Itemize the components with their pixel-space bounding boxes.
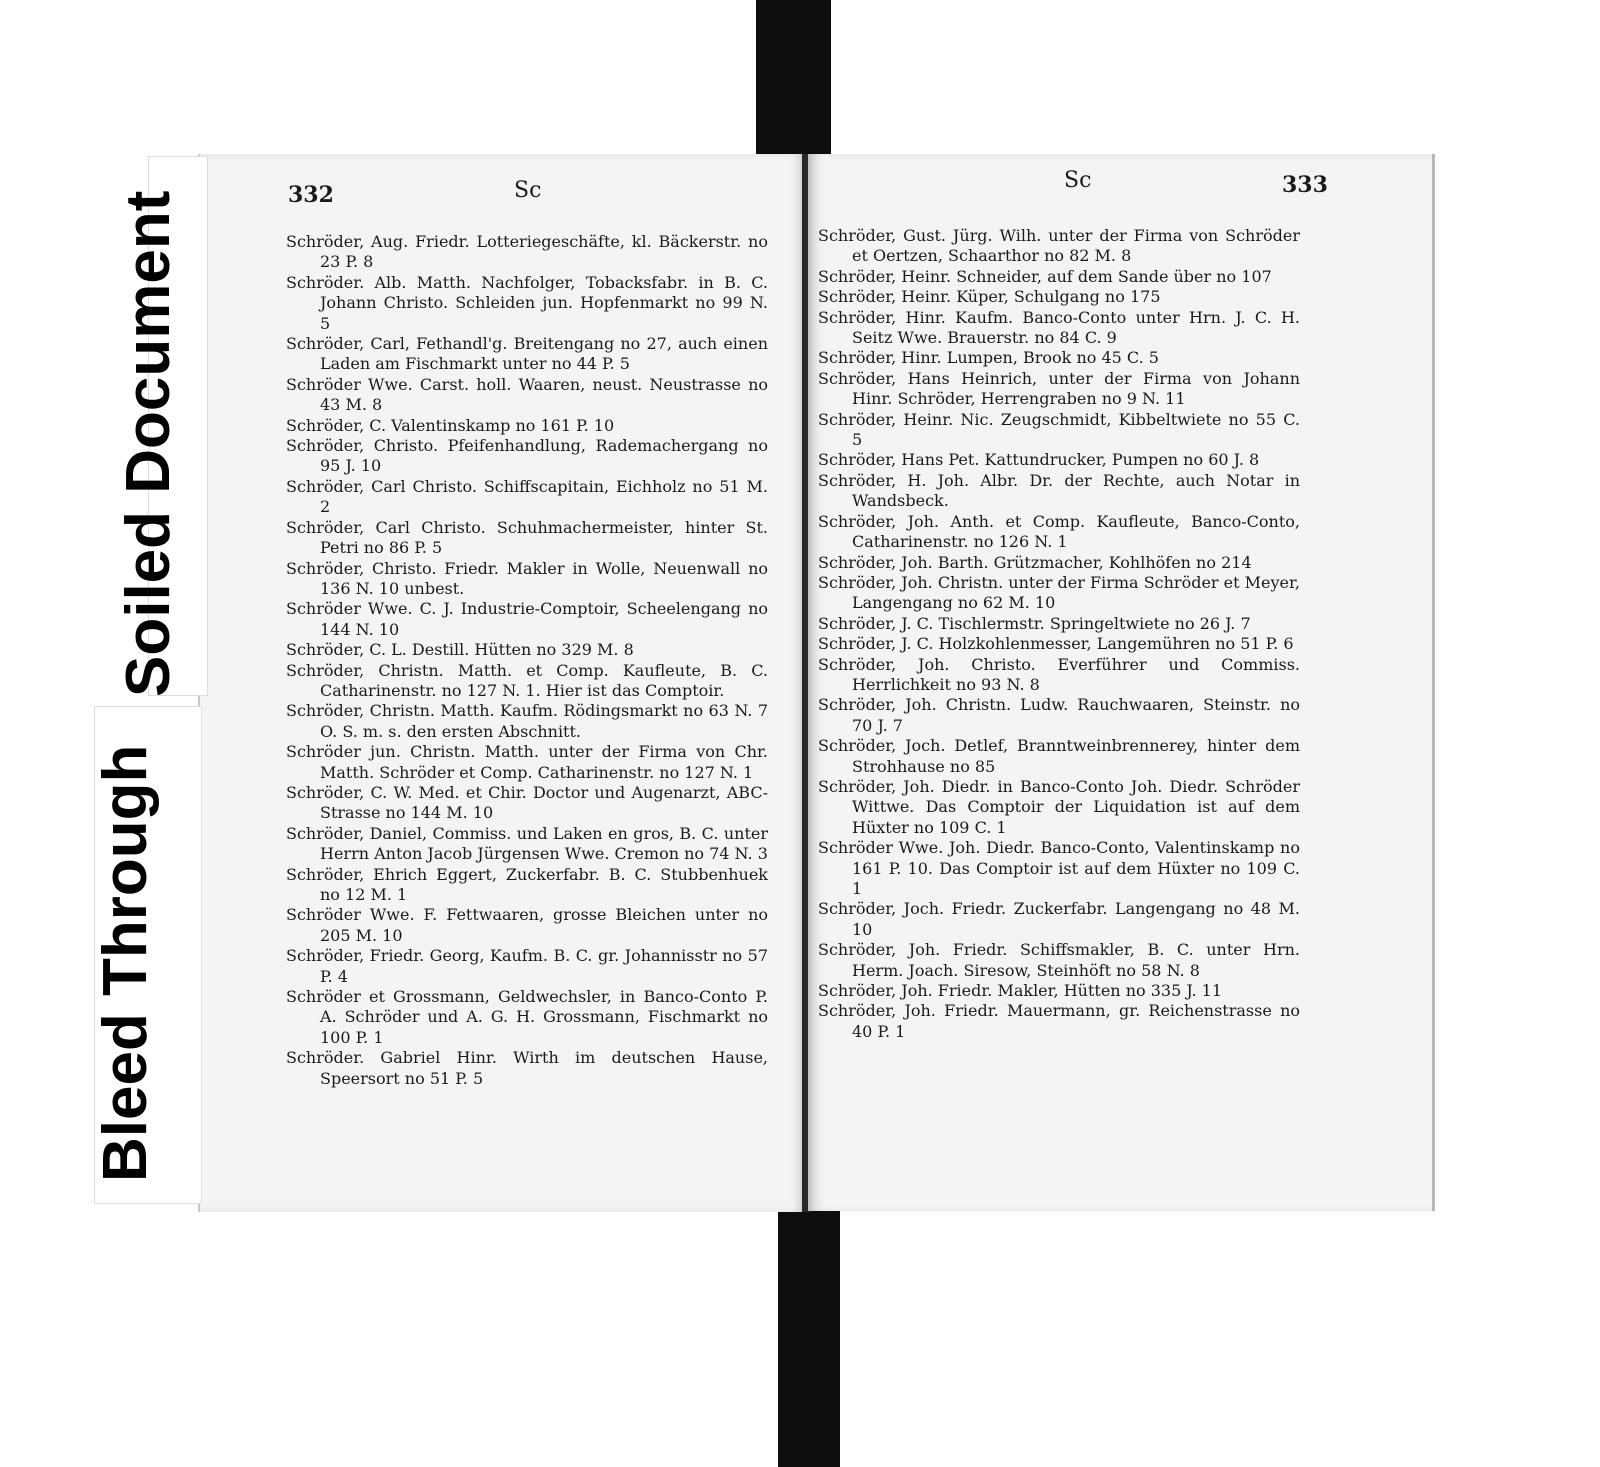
directory-entry: Schröder, Friedr. Georg, Kaufm. B. C. gr. Johannisstr no 57 P. 4 <box>286 946 768 986</box>
directory-entry: Schröder, Ehrich Eggert, Zuckerfabr. B. C. Stubbenhuek no 12 M. 1 <box>286 864 768 904</box>
directory-entry: Schröder Wwe. Carst. holl. Waaren, neust. Neustrasse no 43 M. 8 <box>286 374 768 415</box>
directory-entry: Schröder, Joh. Diedr. in Banco-Conto Joh. Diedr. Schröder Wittwe. Das Comptoir der Liquidation ist auf dem Hüxter no 109 C. 1 <box>818 776 1300 837</box>
directory-entry: Schröder, J. C. Holzkohlenmesser, Langemühren no 51 P. 6 <box>818 634 1294 654</box>
directory-entry: Schröder, Hinr. Kaufm. Banco-Conto unter Hrn. J. C. H. Seitz Wwe. Brauerstr. no 84 C. 9 <box>818 307 1300 348</box>
directory-entry: Schröder, H. Joh. Albr. Dr. der Rechte, auch Notar in Wandsbeck. <box>818 470 1300 511</box>
page-number: 333 <box>1282 172 1328 198</box>
directory-entry: Schröder, Joch. Friedr. Zuckerfabr. Langengang no 48 M. 10 <box>818 899 1300 939</box>
directory-entry: Schröder, Carl Christo. Schiffscapitain, Eichholz no 51 M. 2 <box>286 476 768 517</box>
binding-strip-top <box>756 0 831 160</box>
directory-entry: Schröder, Joh. Christn. unter der Firma Schröder et Meyer, Langengang no 62 M. 10 <box>818 572 1300 613</box>
directory-entry: Schröder, C. Valentinskamp no 161 P. 10 <box>286 415 615 435</box>
bleed-through-label: Bleed Through <box>91 744 160 1182</box>
directory-entry: Schröder, Christo. Friedr. Makler in Wolle, Neuenwall no 136 N. 10 unbest. <box>286 558 768 598</box>
directory-entry: Schröder, Heinr. Küper, Schulgang no 175 <box>818 287 1161 307</box>
directory-entry: Schröder, Daniel, Commiss. und Laken en gros, B. C. unter Herrn Anton Jacob Jürgensen Wwe. Cremon no 74 N. 3 <box>286 823 768 864</box>
directory-entry: Schröder, Heinr. Schneider, auf dem Sande über no 107 <box>818 266 1272 286</box>
directory-entry: Schröder, Carl, Fethandl'g. Breitengang no 27, auch einen Laden am Fischmarkt unter no 44 P. 5 <box>286 334 768 374</box>
running-head: Sc <box>1064 168 1092 193</box>
directory-entry: Schröder, Heinr. Nic. Zeugschmidt, Kibbeltwiete no 55 C. 5 <box>818 409 1300 450</box>
directory-entry: Schröder, Aug. Friedr. Lotteriegeschäfte, kl. Bäckerstr. no 23 P. 8 <box>286 232 768 272</box>
directory-entry: Schröder. Gabriel Hinr. Wirth im deutschen Hause, Speersort no 51 P. 5 <box>286 1048 768 1088</box>
directory-entry: Schröder, Joch. Detlef, Branntweinbrennerey, hinter dem Strohhause no 85 <box>818 736 1300 776</box>
directory-entry: Schröder Wwe. F. Fettwaaren, grosse Bleichen unter no 205 M. 10 <box>286 905 768 945</box>
directory-entry: Schröder, Christn. Matth. et Comp. Kaufleute, B. C. Catharinenstr. no 127 N. 1. Hier ist das Comptoir. <box>286 660 768 700</box>
directory-entry: Schröder, Joh. Friedr. Makler, Hütten no 335 J. 11 <box>818 981 1223 1001</box>
directory-entry: Schröder, C. W. Med. et Chir. Doctor und Augenarzt, ABC-Strasse no 144 M. 10 <box>286 782 768 823</box>
page-number: 332 <box>288 182 334 208</box>
running-head: Sc <box>514 178 542 203</box>
directory-entry: Schröder, Joh. Christo. Everführer und Commiss. Herrlichkeit no 93 N. 8 <box>818 654 1300 694</box>
directory-entry: Schröder, Joh. Friedr. Mauermann, gr. Reichenstrasse no 40 P. 1 <box>818 1001 1300 1041</box>
directory-entry: Schröder et Grossmann, Geldwechsler, in Banco-Conto P. A. Schröder und A. G. H. Grossmann, Fischmarkt no 100 P. 1 <box>286 987 768 1047</box>
directory-entry: Schröder, Christn. Matth. Kaufm. Rödingsmarkt no 63 N. 7 O. S. m. s. den ersten Abschnitt. <box>286 701 768 741</box>
directory-entry: Schröder Wwe. C. J. Industrie-Comptoir, Scheelengang no 144 N. 10 <box>286 599 768 639</box>
left-page <box>198 154 806 1212</box>
entry-list <box>286 232 768 1089</box>
directory-entry: Schröder, Gust. Jürg. Wilh. unter der Firma von Schröder et Oertzen, Schaarthor no 82 M. 8 <box>818 226 1300 266</box>
directory-entry: Schröder Wwe. Joh. Diedr. Banco-Conto, Valentinskamp no 161 P. 10. Das Comptoir ist auf dem Hüxter no 109 C. 1 <box>818 838 1300 898</box>
directory-entry: Schröder, Joh. Barth. Grützmacher, Kohlhöfen no 214 <box>818 552 1252 572</box>
directory-entry: Schröder, J. C. Tischlermstr. Springeltwiete no 26 J. 7 <box>818 613 1251 633</box>
directory-entry: Schröder, Joh. Christn. Ludw. Rauchwaaren, Steinstr. no 70 J. 7 <box>818 695 1300 735</box>
directory-entry: Schröder, Joh. Anth. et Comp. Kaufleute, Banco-Conto, Catharinenstr. no 126 N. 1 <box>818 511 1300 552</box>
directory-entry: Schröder, Christo. Pfeifenhandlung, Rademachergang no 95 J. 10 <box>286 436 768 476</box>
directory-entry: Schröder, Joh. Friedr. Schiffsmakler, B. C. unter Hrn. Herm. Joach. Siresow, Steinhöft no 58 N. 8 <box>818 940 1300 980</box>
entry-list <box>818 226 1300 1042</box>
directory-entry: Schröder, C. L. Destill. Hütten no 329 M. 8 <box>286 640 634 660</box>
directory-entry: Schröder. Alb. Matth. Nachfolger, Tobacksfabr. in B. C. Johann Christo. Schleiden jun. Hopfenmarkt no 99 N. 5 <box>286 272 768 333</box>
right-page <box>808 154 1435 1211</box>
directory-entry: Schröder, Hans Heinrich, unter der Firma von Johann Hinr. Schröder, Herrengraben no 9 N. 11 <box>818 368 1300 409</box>
soiled-document-label: Soiled Document <box>114 190 183 697</box>
binding-strip-bottom <box>778 1203 840 1467</box>
directory-entry: Schröder jun. Christn. Matth. unter der Firma von Chr. Matth. Schröder et Comp. Catharinenstr. no 127 N. 1 <box>286 742 768 782</box>
directory-entry: Schröder, Hans Pet. Kattundrucker, Pumpen no 60 J. 8 <box>818 450 1260 470</box>
directory-entry: Schröder, Hinr. Lumpen, Brook no 45 C. 5 <box>818 348 1159 368</box>
directory-entry: Schröder, Carl Christo. Schuhmachermeister, hinter St. Petri no 86 P. 5 <box>286 517 768 558</box>
